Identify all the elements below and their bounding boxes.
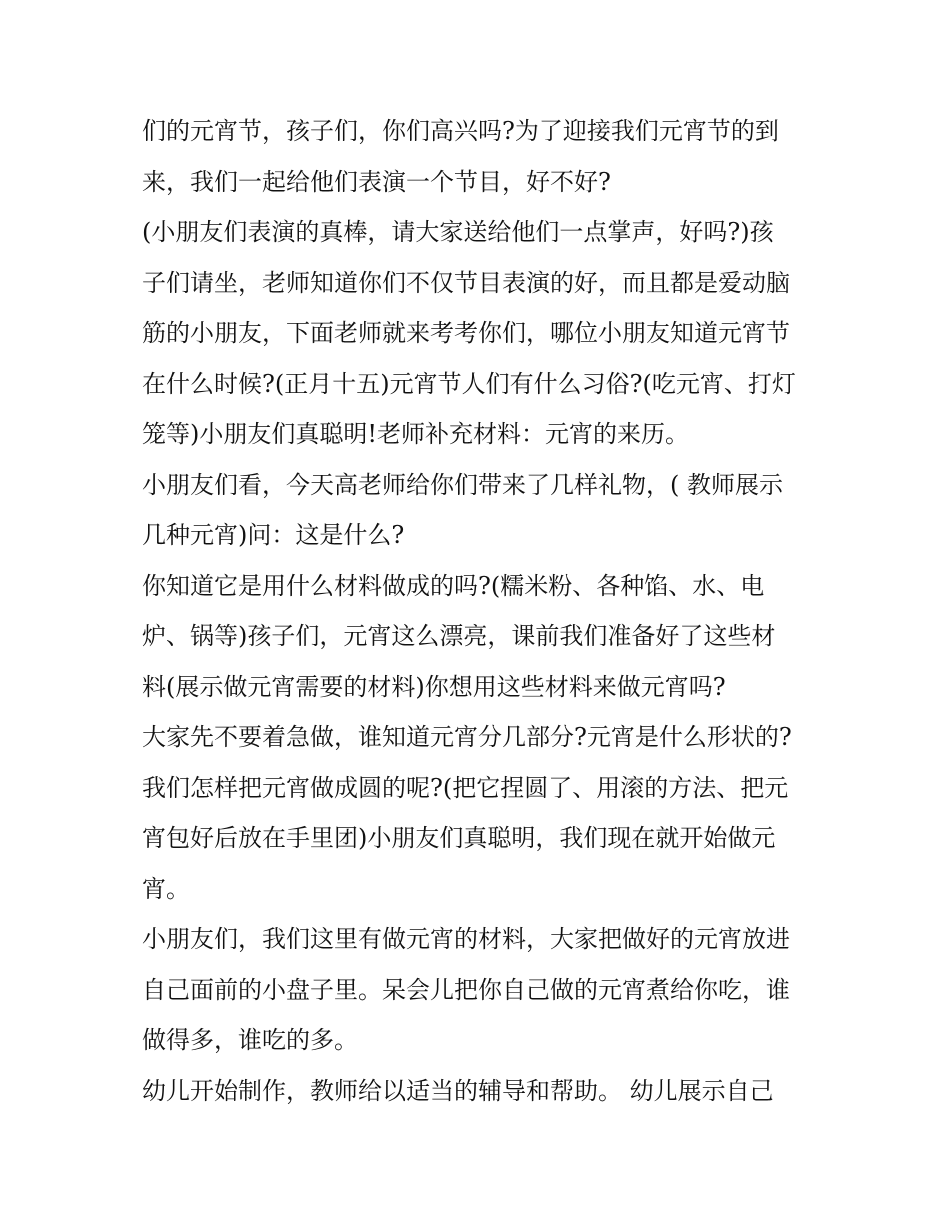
text-line: 宵包好后放在手里团)小朋友们真聪明，我们现在就开始做元 [142, 824, 776, 852]
text-line: (小朋友们表演的真棒，请大家送给他们一点掌声，好吗?)孩 [142, 218, 774, 246]
text-line: 们的元宵节，孩子们，你们高兴吗?为了迎接我们元宵节的到 [142, 117, 779, 145]
text-line: 你知道它是用什么材料做成的吗?(糯米粉、各种馅、水、电 [142, 571, 765, 600]
text-line: 筋的小朋友，下面老师就来考考你们，哪位小朋友知道元宵节 [142, 319, 790, 347]
text-line: 在什么时候?(正月十五)元宵节人们有什么习俗?(吃元宵、打灯 [142, 369, 796, 398]
document-body [142, 110, 822, 1120]
text-line: 来，我们一起给他们表演一个节目，好不好? [142, 167, 611, 196]
text-line: 自己面前的小盘子里。呆会儿把你自己做的元宵煮给你吃，谁 [142, 975, 790, 1004]
text-line: 炉、锅等)孩子们，元宵这么漂亮，课前我们准备好了这些材 [142, 622, 776, 650]
text-line: 宵。 [142, 874, 190, 903]
text-line: 小朋友们，我们这里有做元宵的材料，大家把做好的元宵放进 [142, 925, 790, 953]
text-line: 幼儿开始制作，教师给以适当的辅导和帮助。 幼儿展示自己 [142, 1076, 774, 1105]
text-line: 我们怎样把元宵做成圆的呢?(把它捏圆了、用滚的方法、把元 [142, 773, 789, 802]
text-line: 几种元宵)问：这是什么? [142, 521, 405, 549]
text-line: 小朋友们看，今天高老师给你们带来了几样礼物，( 教师展示 [142, 470, 783, 499]
text-line: 大家先不要着急做，谁知道元宵分几部分?元宵是什么形状的? [142, 723, 792, 751]
text-line: 笼等)小朋友们真聪明!老师补充材料：元宵的来历。 [142, 420, 690, 448]
text-line: 做得多，谁吃的多。 [142, 1026, 358, 1054]
text-line: 子们请坐，老师知道你们不仅节目表演的好，而且都是爱动脑 [142, 268, 790, 297]
text-line: 料(展示做元宵需要的材料)你想用这些材料来做元宵吗? [142, 672, 726, 701]
